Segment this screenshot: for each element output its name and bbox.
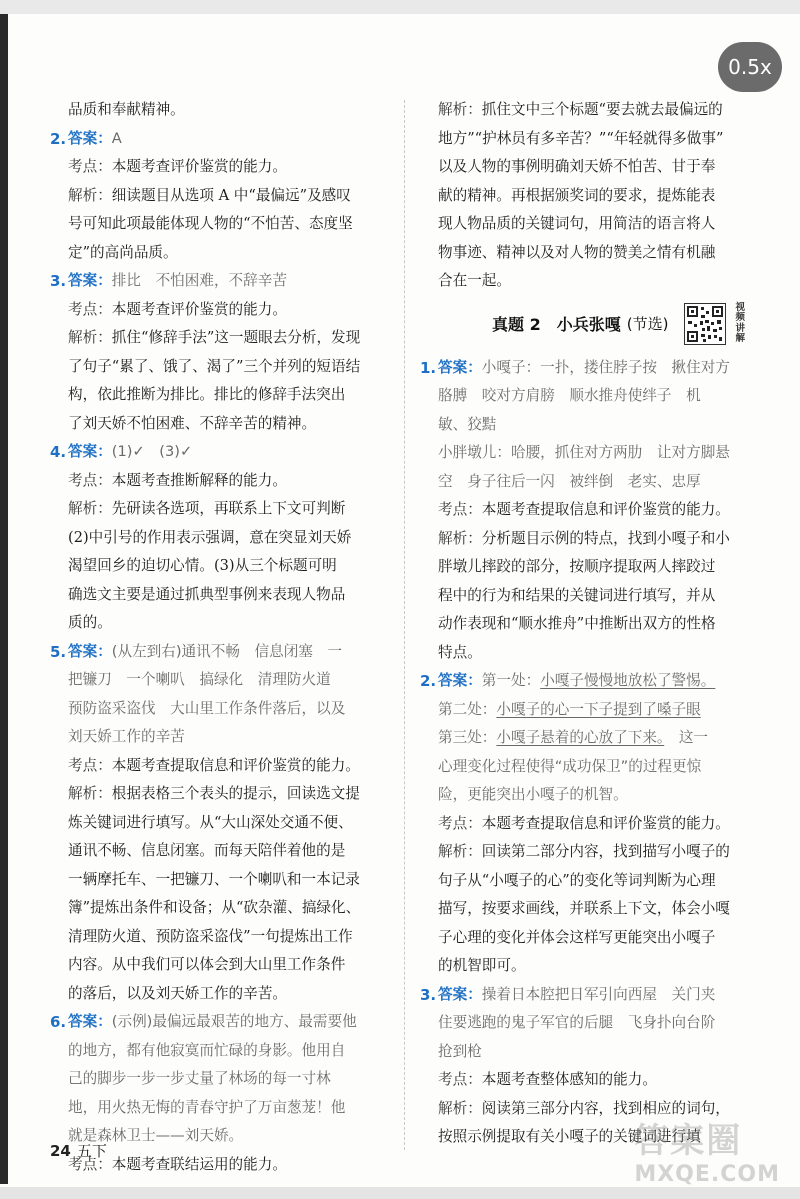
body-text: 先研读各选项，再联系上下文可判断 xyxy=(111,500,346,517)
text-line xyxy=(50,210,395,239)
text-line xyxy=(420,696,765,725)
watermark-line1: 答案圈 xyxy=(634,1121,743,1161)
text-line xyxy=(50,467,395,496)
body-text: 子心理的变化并体会这样写更能突出小嘎子 xyxy=(438,928,716,946)
text-line xyxy=(420,838,765,867)
section-label: 考点： xyxy=(68,471,112,489)
section-label: 考点： xyxy=(68,1155,112,1173)
section-label: 考点： xyxy=(68,158,112,175)
body-text: 本题考查评价鉴赏的能力。 xyxy=(111,300,287,318)
answer-label: 答案： xyxy=(68,129,112,147)
body-text: 物事迹、精神以及对人物的赞美之情有机融 xyxy=(438,243,716,261)
body-text: 品质和奉献精神。 xyxy=(68,101,185,118)
body-text: 以及人物的事例明确刘天娇不怕苦、甘于奉 xyxy=(438,158,716,175)
answer-text: 敏、狡黠 xyxy=(438,415,497,433)
section-label: 解析： xyxy=(68,500,112,517)
body-text: (2)中引号的作用表示强调，意在突显刘天娇 xyxy=(68,528,352,546)
answer-label: 答案： xyxy=(438,358,482,376)
body-text: 本题考查评价鉴赏的能力。 xyxy=(111,158,287,175)
body-text: 按照示例提取有关小嘎子的关键词进行填 xyxy=(438,1128,701,1145)
body-text: 本题考查提取信息和评价鉴赏的能力。 xyxy=(111,756,360,774)
text-line xyxy=(420,867,765,896)
text-line xyxy=(420,639,765,668)
body-text: 构，依此推断为排比。排比的修辞手法突出 xyxy=(68,386,346,403)
question-number: 2. xyxy=(50,129,67,148)
section-label: 解析： xyxy=(68,329,112,346)
text-line xyxy=(50,524,395,553)
text-line xyxy=(420,724,765,753)
text-line xyxy=(420,354,765,383)
text-line xyxy=(420,810,765,839)
text-line xyxy=(50,581,395,610)
text-line xyxy=(420,924,765,953)
text-line xyxy=(420,267,765,296)
answer-text: 地，用火热无悔的青春守护了万亩葱茏！他 xyxy=(68,1098,346,1116)
body-text: 一辆摩托车、一把镰刀、一个喇叭和一本记录 xyxy=(68,870,360,888)
text-line xyxy=(420,610,765,639)
answer-text: 空 身子往后一闪 被绊倒 老实、忠厚 xyxy=(438,472,701,490)
body-text: 分析题目示例的特点，找到小嘎子和小 xyxy=(481,529,730,547)
answer-label: 答案： xyxy=(438,672,482,689)
text-line xyxy=(50,752,395,781)
text-line xyxy=(420,439,765,468)
text-line xyxy=(50,866,395,895)
section-label: 解析： xyxy=(438,843,482,860)
body-text: 炼关键词进行填写。从“大山深处交通不便、 xyxy=(68,813,353,831)
text-line xyxy=(50,1037,395,1066)
answer-text: 排比 不怕困难，不辞辛苦 xyxy=(111,272,287,289)
section-header xyxy=(492,302,765,346)
answer-label: 答案： xyxy=(438,985,482,1003)
text-line xyxy=(420,582,765,611)
text-line xyxy=(420,667,765,696)
text-line xyxy=(50,182,395,211)
body-text: 特点。 xyxy=(438,643,482,661)
answer-text: 把镰刀 一个喇叭 搞绿化 清理防火道 xyxy=(68,671,331,688)
body-text: 本题考查提取信息和评价鉴赏的能力。 xyxy=(481,814,730,832)
grade-label: 五下 xyxy=(76,1142,107,1160)
text-line xyxy=(50,638,395,667)
body-text: 的机智即可。 xyxy=(438,957,526,974)
section-label: 考点： xyxy=(438,814,482,832)
body-text: 了句子“累了、饿了、渴了”三个并列的短语结 xyxy=(68,357,361,375)
text-line xyxy=(50,552,395,581)
text-line xyxy=(420,411,765,440)
text-line xyxy=(420,96,765,125)
question-number: 6. xyxy=(50,1013,67,1031)
text-line xyxy=(50,1094,395,1123)
body-text: 地方”“护林员有多辛苦？”“年轻就得多做事” xyxy=(438,129,724,147)
body-text: 号可知此项最能体现人物的“不怕苦、态度坚 xyxy=(68,215,353,232)
body-text: 定”的高尚品质。 xyxy=(68,243,178,261)
text-line xyxy=(50,780,395,809)
text-line xyxy=(420,553,765,582)
body-text: 渴望回乡的迫切心情。(3)从三个标题可明 xyxy=(68,557,337,574)
text-line xyxy=(50,296,395,325)
text-line xyxy=(420,753,765,782)
section-title: 真题 2 小兵张嘎 xyxy=(492,315,621,334)
body-text: 胖墩儿摔跤的部分，按顺序提取两人摔跤过 xyxy=(438,558,716,575)
answer-text: 预防盗采盗伐 大山里工作条件落后，以及 xyxy=(68,699,346,717)
body-text: 动作表现和“顺水推舟”中推断出双方的性格 xyxy=(438,615,716,632)
text-line xyxy=(50,695,395,724)
text-line xyxy=(50,894,395,923)
body-text: 程中的行为和结果的关键词进行填写，并从 xyxy=(438,586,716,604)
text-line xyxy=(50,324,395,353)
text-line xyxy=(420,981,765,1010)
text-line xyxy=(50,381,395,410)
text-line xyxy=(50,438,395,467)
text-line xyxy=(420,182,765,211)
watermark-line2: MXQE.COM xyxy=(634,1162,780,1187)
answer-prefix: 第三处： xyxy=(438,729,497,746)
answer-text: 胳膊 咬对方肩膀 顺水推舟使绊子 机 xyxy=(438,387,701,404)
body-text: 通讯不畅、信息闭塞。而每天陪伴着他的是 xyxy=(68,842,346,859)
right-column xyxy=(420,96,765,1152)
text-line xyxy=(50,410,395,439)
text-line xyxy=(420,781,765,810)
body-text: 抓住文中三个标题“要去就去最偏远的 xyxy=(481,101,723,118)
body-text: 本题考查联结运用的能力。 xyxy=(111,1155,287,1173)
text-line xyxy=(50,153,395,182)
underlined-answer: 小嘎子慢慢地放松了警惕。 xyxy=(540,672,716,689)
answer-text: (示例)最偏远最艰苦的地方、最需要他 xyxy=(111,1013,357,1030)
bottom-band xyxy=(0,1187,800,1199)
text-line xyxy=(420,895,765,924)
question-number: 2. xyxy=(420,672,437,690)
left-edge-bar xyxy=(0,14,8,1184)
body-text: 确选文主要是通过抓典型事例来表现人物品 xyxy=(68,585,346,603)
column-divider xyxy=(404,100,405,1150)
section-label: 考点： xyxy=(438,1071,482,1088)
left-column xyxy=(50,96,395,1179)
section-label: 考点： xyxy=(438,501,482,518)
text-line xyxy=(50,1065,395,1094)
text-line xyxy=(50,809,395,838)
body-text: 了刘天娇不怕困难、不辞辛苦的精神。 xyxy=(68,414,317,432)
body-text: 质的。 xyxy=(68,614,112,631)
section-label: 解析： xyxy=(68,785,112,802)
answer-text: 操着日本腔把日军引向西屋 关门夹 xyxy=(481,985,716,1003)
body-text: 内容。从中我们可以体会到大山里工作条件 xyxy=(68,956,346,973)
answer-label: 答案： xyxy=(68,272,112,289)
zoom-level-badge[interactable]: 0.5x xyxy=(718,42,782,92)
body-text: 簿”提炼出条件和设备；从“砍杂灌、搞绿化、 xyxy=(68,899,361,916)
text-line xyxy=(420,210,765,239)
answer-text: 心理变化过程使得“成功保卫”的过程更惊 xyxy=(438,757,702,775)
top-band xyxy=(0,0,800,14)
text-line xyxy=(420,525,765,554)
section-label: 解析： xyxy=(438,101,482,118)
section-label: 考点： xyxy=(68,300,112,318)
underlined-answer: 小嘎子的心一下子提到了嗓子眼 xyxy=(496,700,701,718)
text-line xyxy=(50,723,395,752)
qr-label: 视频讲解 xyxy=(735,301,745,344)
answer-text: 抢到枪 xyxy=(438,1042,482,1060)
text-line xyxy=(50,353,395,382)
answer-text: 就是森林卫士——刘天娇。 xyxy=(68,1127,244,1144)
section-label: 解析： xyxy=(438,529,482,547)
answer-text: 险，更能突出小嘎子的机智。 xyxy=(438,786,628,803)
answer-text: 刘天娇工作的辛苦 xyxy=(68,728,185,745)
text-line xyxy=(50,837,395,866)
text-line xyxy=(420,952,765,981)
text-line xyxy=(420,1066,765,1095)
body-text: 阅读第三部分内容，找到相应的词句， xyxy=(481,1099,730,1117)
text-line xyxy=(50,125,395,154)
body-text: 的落后，以及刘天娇工作的辛苦。 xyxy=(68,984,287,1002)
section-label: 解析： xyxy=(68,186,112,204)
text-line xyxy=(50,951,395,980)
body-text: 抓住“修辞手法”这一题眼去分析，发现 xyxy=(111,329,361,346)
watermark-logo xyxy=(634,1113,780,1187)
answer-label: 答案： xyxy=(68,443,112,460)
body-text: 清理防火道、预防盗采盗伐”一句提炼出工作 xyxy=(68,927,353,945)
qr-code-icon[interactable] xyxy=(684,303,726,345)
text-line xyxy=(420,1038,765,1067)
answer-text: 住要逃跑的鬼子军官的后腿 飞身扑向台阶 xyxy=(438,1014,716,1031)
text-line xyxy=(420,382,765,411)
section-label: 解析： xyxy=(438,1099,482,1117)
text-line xyxy=(420,496,765,525)
section-label: 考点： xyxy=(68,756,112,774)
body-text: 献的精神。再根据颁奖词的要求，提炼能表 xyxy=(438,186,716,204)
text-line xyxy=(50,923,395,952)
text-line xyxy=(420,125,765,154)
question-number: 5. xyxy=(50,642,67,661)
text-line xyxy=(50,495,395,524)
answer-text: 己的脚步一步一步丈量了林场的每一寸林 xyxy=(68,1070,331,1087)
body-text: 本题考查推断解释的能力。 xyxy=(111,471,287,489)
text-line xyxy=(50,666,395,695)
text-line xyxy=(50,980,395,1009)
text-line xyxy=(50,239,395,268)
answer-prefix: 第二处： xyxy=(438,700,497,718)
text-line xyxy=(420,153,765,182)
body-text: 句子从“小嘎子的心”的变化等词判断为心理 xyxy=(438,871,716,889)
question-number: 1. xyxy=(420,358,437,377)
body-text: 本题考查提取信息和评价鉴赏的能力。 xyxy=(481,501,730,518)
answer-text: 小胖墩儿：哈腰，抓住对方两肋 让对方脚悬 xyxy=(438,444,730,461)
answer-text: (从左到右)通讯不畅 信息闭塞 一 xyxy=(111,642,343,660)
text-line xyxy=(420,239,765,268)
text-line xyxy=(50,267,395,296)
section-subtitle: (节选) xyxy=(626,315,669,333)
page-number: 24 xyxy=(50,1142,71,1160)
body-text: 现人物品质的关键词句，用简洁的语言将人 xyxy=(438,215,716,232)
answer-text: 小嘎子：一扑，搂住脖子按 揪住对方 xyxy=(481,358,730,376)
body-text: 合在一起。 xyxy=(438,272,511,289)
underlined-answer: 小嘎子悬着的心放了下来。 xyxy=(496,729,665,746)
body-text: 细读题目从选项 A 中“最偏远”及感叹 xyxy=(111,186,351,204)
body-text: 本题考查整体感知的能力。 xyxy=(481,1071,657,1088)
answer-text: A xyxy=(111,129,122,147)
text-line xyxy=(50,96,395,125)
text-line xyxy=(420,1009,765,1038)
text-line xyxy=(50,609,395,638)
body-text: 描写，按要求画线，并联系上下文，体会小嘎 xyxy=(438,900,730,917)
answer-text: (1)✓ (3)✓ xyxy=(111,443,193,460)
answer-label: 答案： xyxy=(68,642,112,660)
body-text: 回读第二部分内容，找到描写小嘎子的 xyxy=(481,843,730,860)
page-footer xyxy=(50,1140,107,1161)
question-number: 3. xyxy=(50,272,67,290)
text-line xyxy=(50,1008,395,1037)
answer-label: 答案： xyxy=(68,1013,112,1030)
question-number: 3. xyxy=(420,985,437,1004)
body-text: 根据表格三个表头的提示，回读选文提 xyxy=(111,785,360,802)
answer-text: 这一 xyxy=(664,729,709,746)
answer-prefix: 第一处： xyxy=(481,672,541,689)
text-line xyxy=(420,468,765,497)
question-number: 4. xyxy=(50,443,67,461)
answer-text: 的地方，都有他寂寞而忙碌的身影。他用自 xyxy=(68,1041,346,1059)
